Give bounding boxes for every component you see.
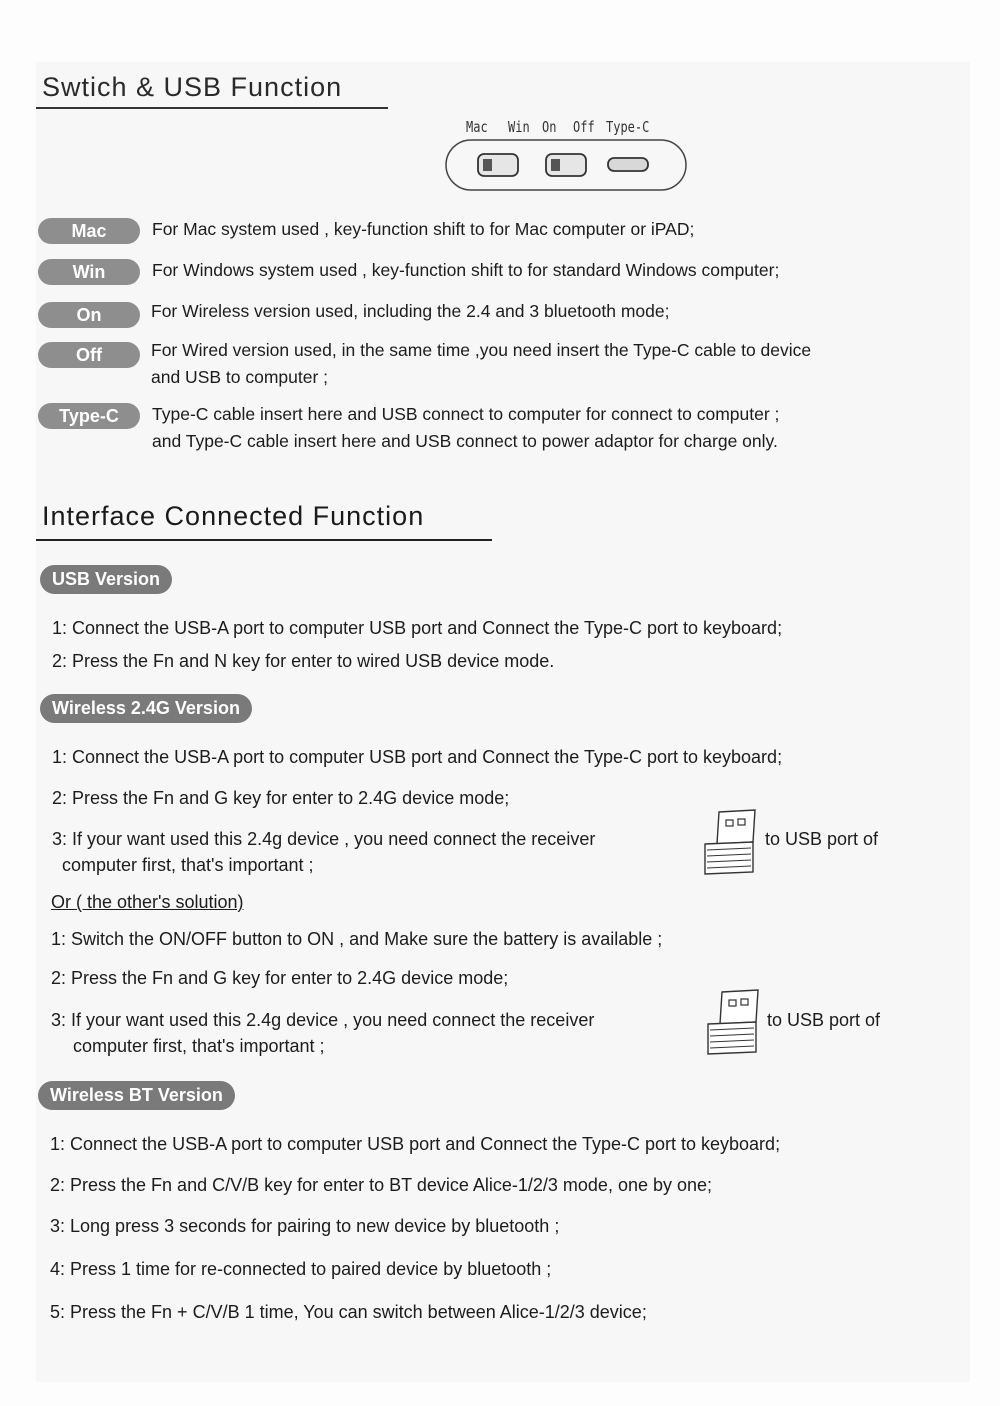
usb-step-1: 1: Connect the USB-A port to computer USB port and Connect the Type-C port to keyboard; [52,618,783,638]
or-other-solution: Or ( the other's solution) [51,892,244,912]
typec-port-icon [608,158,648,171]
section-title-underline [36,107,388,109]
bt-step-3: 3: Long press 3 seconds for pairing to new device by bluetooth ; [50,1216,560,1236]
bt-step-4: 4: Press 1 time for re-connected to paired device by bluetooth ; [50,1259,552,1279]
bt-step-1: 1: Connect the USB-A port to computer USB port and Connect the Type-C port to keyboard; [50,1134,781,1154]
usb-receiver-icon [703,808,759,876]
bt-step-5: 5: Press the Fn + C/V/B 1 time, You can switch between Alice-1/2/3 device; [50,1302,647,1322]
mac-win-toggle-knob [483,159,492,171]
on-description: For Wireless version used, including the 2.4 and 3 bluetooth mode; [151,301,670,321]
switch-label-mac: Mac [466,118,488,136]
usb-receiver-icon-2 [706,988,762,1056]
off-description-line1: For Wired version used, in the same time ,you need insert the Type-C cable to device [151,340,812,360]
w24-alt-step-1: 1: Switch the ON/OFF button to ON , and Make sure the battery is available ; [51,929,663,949]
switch-label-off: Off [573,118,595,136]
section-title-switch-usb: Swtich & USB Function [42,72,343,102]
on-off-toggle-knob [551,159,560,171]
w24-alt-step-3: 3: If your want used this 2.4g device , you need connect the receiver [51,1010,595,1030]
win-description: For Windows system used , key-function shift to for standard Windows computer; [152,260,780,280]
switch-label-win: Win [508,118,530,136]
switch-labels-row [466,118,666,138]
badge-win: Win [38,259,140,285]
badge-wireless-24g: Wireless 2.4G Version [40,694,252,723]
w24-step-3-suffix: to USB port of [765,829,879,849]
w24-alt-step-3-line2: computer first, that's important ; [73,1036,325,1056]
w24-step-3: 3: If your want used this 2.4g device , you need connect the receiver [52,829,596,849]
badge-wireless-bt: Wireless BT Version [38,1081,235,1110]
w24-alt-step-3-suffix: to USB port of [767,1010,881,1030]
badge-off: Off [38,342,140,368]
typec-description-line2: and Type-C cable insert here and USB connect to power adaptor for charge only. [152,431,778,451]
w24-step-3-line2: computer first, that's important ; [62,855,314,875]
badge-typec: Type-C [38,403,140,429]
switch-panel-diagram [444,138,688,194]
typec-description-line1: Type-C cable insert here and USB connect to computer for connect to computer ; [152,404,780,424]
badge-mac: Mac [38,218,140,244]
badge-on: On [38,302,140,328]
switch-label-on: On [542,118,557,136]
section-title-underline-2 [36,539,492,541]
mac-description: For Mac system used , key-function shift to for Mac computer or iPAD; [152,219,695,239]
usb-step-2: 2: Press the Fn and N key for enter to wired USB device mode. [52,651,555,671]
switch-label-typec: Type-C [606,118,650,136]
off-description-line2: and USB to computer ; [151,367,329,387]
badge-usb-version: USB Version [40,565,172,594]
section-title-interface: Interface Connected Function [42,501,425,531]
w24-alt-step-2: 2: Press the Fn and G key for enter to 2.4G device mode; [51,968,509,988]
bt-step-2: 2: Press the Fn and C/V/B key for enter to BT device Alice-1/2/3 mode, one by one; [50,1175,713,1195]
w24-step-2: 2: Press the Fn and G key for enter to 2.4G device mode; [52,788,510,808]
w24-step-1: 1: Connect the USB-A port to computer USB port and Connect the Type-C port to keyboard; [52,747,783,767]
